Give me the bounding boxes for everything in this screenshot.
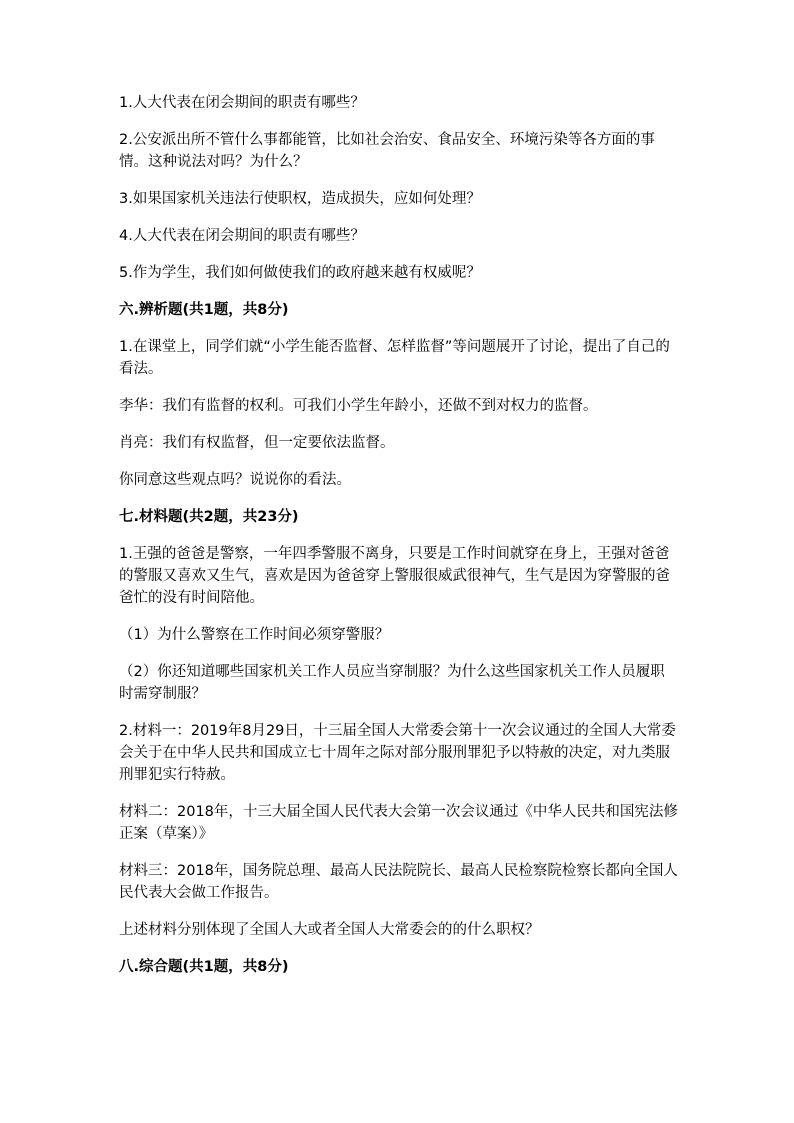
section-7-question-1: 1.王强的爸爸是警察，一年四季警服不离身，只要是工作时间就穿在身上，王强对爸爸的警服又喜欢又生气，喜欢是因为爸爸穿上警服很威武很神气，生气是因为穿警服的爸爸忙的没有时间陪他。	[119, 546, 670, 606]
section-7-heading: 七.材料题(共2题，共23分)	[119, 509, 299, 525]
question-1: 1.人大代表在闭会期间的职责有哪些？	[119, 95, 365, 111]
question-2: 2.公安派出所不管什么事都能管，比如社会治安、食品安全、环境污染等各方面的事情。这种说法对吗？为什么？	[119, 132, 655, 170]
question-4: 4.人大代表在闭会期间的职责有哪些？	[119, 228, 365, 244]
section-7-material-2: 材料二：2018年，十三大届全国人民代表大会第一次会议通过《中华人民共和国宪法修正案（草案）》	[119, 804, 678, 842]
section-8-heading: 八.综合题(共1题，共8分)	[119, 959, 289, 975]
section-6-question-1: 1.在课堂上，同学们就“小学生能否监督、怎样监督”等问题展开了讨论，提出了自己的看法。	[119, 339, 670, 377]
section-7-subquestion-1: （1）为什么警察在工作时间必须穿警服？	[119, 627, 390, 643]
question-5: 5.作为学生，我们如何做使我们的政府越来越有权威呢？	[119, 265, 481, 281]
section-7-material-1: 2.材料一：2019年8月29日，十三届全国人大常委会第十一次会议通过的全国人大常委会关于在中华人民共和国成立七十周年之际对部分服刑罪犯予以特赦的决定，对九类服刑罪犯实行特赦。	[119, 723, 676, 783]
question-3: 3.如果国家机关违法行使职权，造成损失，应如何处理？	[119, 191, 481, 207]
section-6-xiaoliang-view: 肖亮：我们有权监督，但一定要依法监督。	[119, 435, 395, 451]
section-7-material-3: 材料三：2018年，国务院总理、最高人民法院院长、最高人民检察院检察长都向全国人民代表大会做工作报告。	[119, 863, 678, 901]
section-7-prompt: 上述材料分别体现了全国人大或者全国人大常委会的的什么职权？	[119, 922, 540, 938]
document-page	[119, 92, 679, 993]
section-6-lihua-view: 李华：我们有监督的权利。可我们小学生年龄小，还做不到对权力的监督。	[119, 398, 598, 414]
section-6-prompt: 你同意这些观点吗？说说你的看法。	[119, 472, 351, 488]
section-7-subquestion-2: （2）你还知道哪些国家机关工作人员应当穿制服？为什么这些国家机关工作人员履职时需穿制服？	[119, 664, 665, 702]
section-6-heading: 六.辨析题(共1题，共8分)	[119, 302, 289, 318]
